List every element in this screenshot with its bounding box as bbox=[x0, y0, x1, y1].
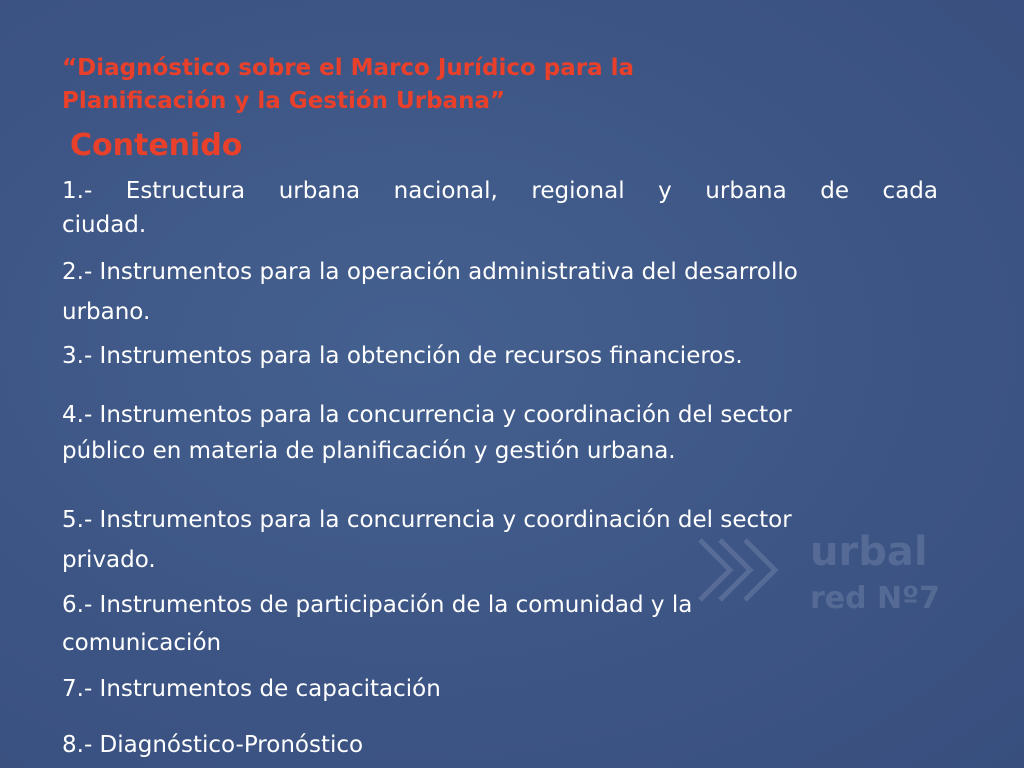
title-line-1: “Diagnóstico sobre el Marco Jurídico para la bbox=[62, 55, 635, 81]
section-heading: Contenido bbox=[70, 128, 243, 163]
list-item-3: 3.- Instrumentos para la obtención de recursos financieros. bbox=[62, 343, 743, 369]
list-item-1: 1.- Estructura urbana nacional, regional y urbana de cada ciudad. bbox=[62, 178, 938, 238]
list-item-2: 2.- Instrumentos para la operación administrativa del desarrollo urbano. bbox=[62, 259, 798, 325]
list-item-7: 7.- Instrumentos de capacitación bbox=[62, 676, 441, 702]
list-item-5: 5.- Instrumentos para la concurrencia y coordinación del sector privado. bbox=[62, 507, 792, 573]
list-item-8: 8.- Diagnóstico-Pronóstico bbox=[62, 732, 364, 758]
urbal-logo-subtext: red Nº7 bbox=[810, 581, 940, 616]
list-item-6: 6.- Instrumentos de participación de la comunidad y la comunicación bbox=[62, 592, 693, 656]
urbal-logo-icon bbox=[700, 540, 775, 600]
title-line-2: Planificación y la Gestión Urbana” bbox=[62, 88, 506, 114]
slide-title bbox=[62, 52, 762, 118]
list-item-4: 4.- Instrumentos para la concurrencia y coordinación del sector público en materia de planificación y gestión urbana. bbox=[62, 402, 792, 464]
urbal-logo-text: urbal bbox=[810, 529, 928, 575]
urbal-watermark-logo bbox=[690, 520, 960, 620]
